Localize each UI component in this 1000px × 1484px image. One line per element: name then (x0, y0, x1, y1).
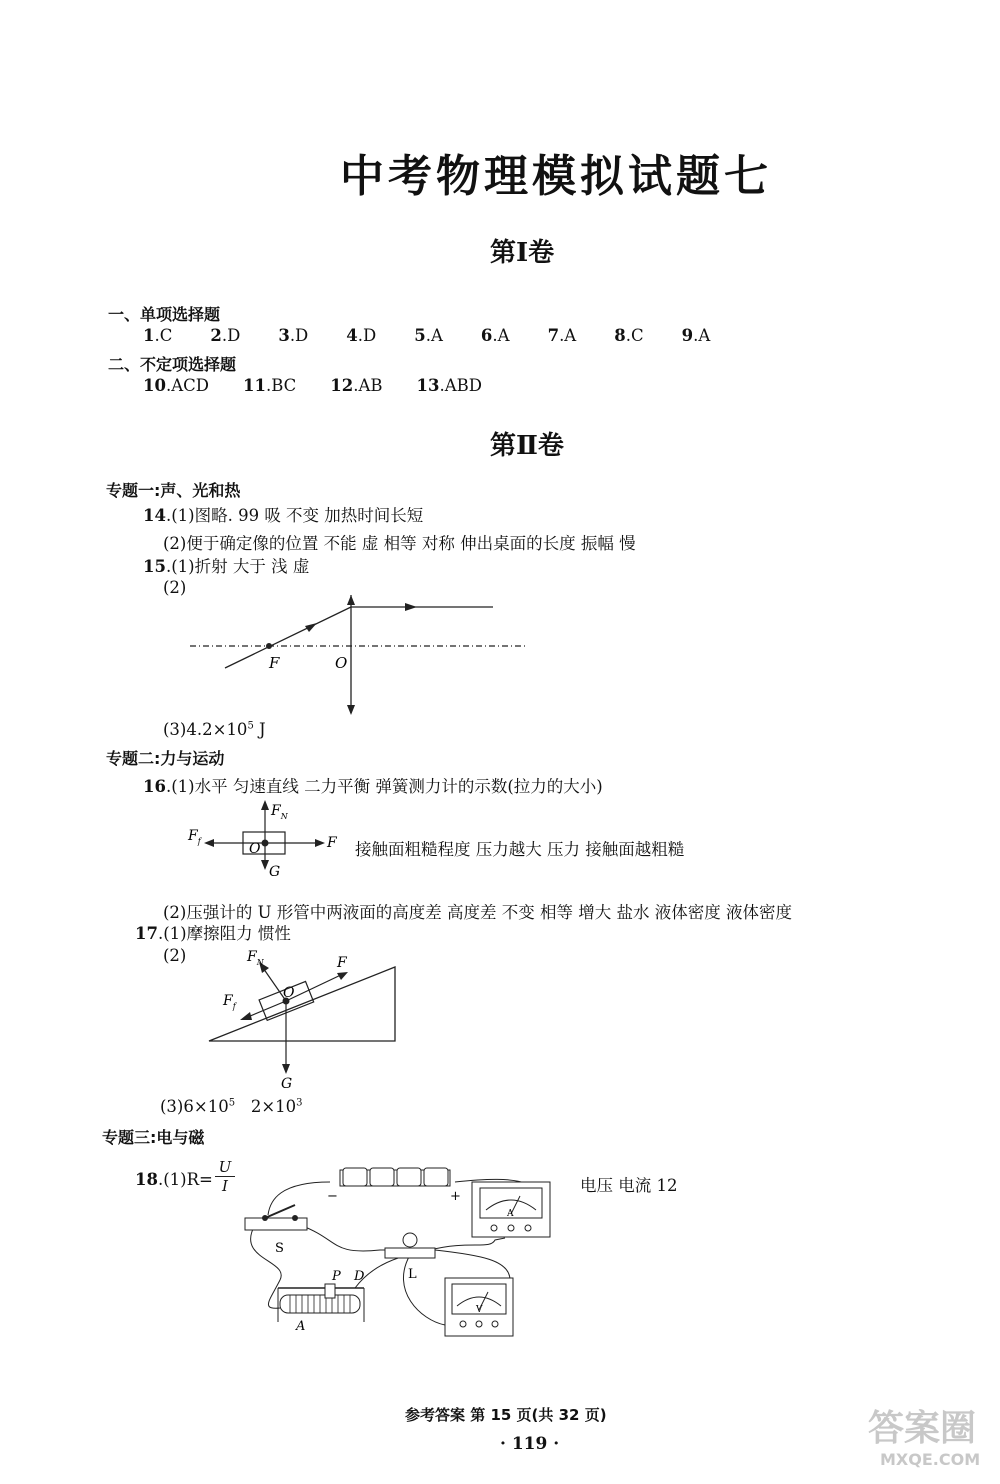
q17-part3b-exponent: 3 (296, 1097, 303, 1109)
switch-contact (292, 1215, 298, 1221)
page-number: · 119 · (500, 1434, 560, 1454)
answer-choice: .A (425, 326, 443, 345)
switch-label: S (275, 1241, 284, 1256)
answer-number: 5 (414, 326, 426, 345)
voltmeter-symbol: V (476, 1305, 483, 1315)
answer-choice: .C (154, 326, 173, 345)
switch-pivot (262, 1215, 268, 1221)
battery-cell-3 (397, 1168, 421, 1186)
answer-item (414, 326, 443, 345)
q17-part3b: 2×10 (250, 1097, 297, 1116)
battery-cell-1 (343, 1168, 367, 1186)
refracted-ray-arrow (405, 603, 417, 611)
incline-force-diagram (205, 945, 405, 1093)
answer-choice: .A (492, 326, 510, 345)
fraction-denominator: I (215, 1176, 235, 1195)
rheostat-d-label: D (354, 1269, 365, 1284)
q15-part3-exponent: 5 (247, 720, 254, 732)
answer-number: 4 (346, 326, 358, 345)
incline-o-label: O (283, 985, 295, 1001)
q14-part1 (143, 502, 423, 526)
answer-number: 8 (614, 326, 626, 345)
q14-part2: (2)便于确定像的位置 不能 虚 相等 对称 伸出桌面的长度 振幅 慢 (163, 534, 636, 553)
q14-number: 14 (143, 506, 166, 525)
answer-choice: .AB (353, 376, 383, 395)
incline-friction-arrow (240, 1012, 252, 1020)
answer-number: 3 (278, 326, 290, 345)
q15-part3-unit: J (253, 720, 266, 739)
answer-item (330, 376, 382, 395)
q15-part1-text: .(1)折射 大于 浅 虚 (165, 557, 310, 576)
q17-part2-label: (2) (163, 946, 187, 965)
answer-item (614, 326, 643, 345)
page-title: 中考物理模拟试题七 (340, 151, 772, 202)
incline-gravity-arrow (282, 1064, 290, 1074)
incline (209, 967, 395, 1041)
incline-ff-label: $F_f$ (223, 993, 236, 1011)
incident-ray-arrow (305, 623, 317, 632)
q18-formula-lhs: .(1)R= (157, 1170, 213, 1189)
multi-choice-answers (143, 376, 516, 395)
fraction-numerator: U (218, 1158, 232, 1176)
q16-figure-answers: 接触面粗糙程度 压力越大 压力 接触面越粗糙 (355, 840, 685, 859)
lamp-label: L (408, 1267, 417, 1282)
o-label: O (249, 841, 261, 857)
center-point (262, 840, 269, 847)
answer-number: 1 (143, 326, 155, 345)
answer-item (243, 376, 296, 395)
answer-number: 2 (210, 326, 222, 345)
incline-g-label: G (281, 1076, 293, 1092)
ammeter-terminal-1 (491, 1225, 497, 1231)
q15-part3-text: (3)4.2×10 (163, 720, 248, 739)
answer-choice: .C (625, 326, 644, 345)
battery-plus-label: + (450, 1189, 461, 1204)
answer-number: 12 (330, 376, 354, 395)
q15-part2-label: (2) (163, 578, 187, 597)
volume-2-heading: 第Ⅱ卷 (490, 431, 564, 461)
g-label: G (269, 864, 281, 880)
q16-part1-text: .(1)水平 匀速直线 二力平衡 弹簧测力计的示数(拉力的大小) (165, 777, 603, 796)
answer-item (346, 326, 376, 345)
q15-part3 (163, 720, 266, 739)
rheostat-slider (325, 1284, 335, 1298)
f-label: F (327, 835, 337, 851)
q17-part3a: (3)6×10 (160, 1097, 229, 1116)
footer-answer-page: 参考答案 第 15 页(共 32 页) (405, 1406, 607, 1424)
ammeter-terminal-2 (508, 1225, 514, 1231)
q18-right-answers: 电压 电流 12 (580, 1176, 678, 1195)
q17-part1-text: .(1)摩擦阻力 惯性 (157, 924, 291, 943)
watermark-logo: 答案圈 (868, 1408, 977, 1449)
q16-part1 (143, 773, 603, 797)
wire-switch-rheostat (251, 1225, 282, 1308)
normal-force-arrow (261, 800, 269, 810)
answer-item (548, 326, 577, 345)
q18-number: 18 (135, 1170, 158, 1189)
focus-point (266, 643, 272, 649)
answer-choice: .D (221, 326, 241, 345)
answer-item (417, 376, 482, 395)
optical-center-label: O (335, 654, 348, 672)
q17-part3 (160, 1097, 303, 1116)
answer-choice: .D (357, 326, 377, 345)
answer-item (481, 326, 510, 345)
incline-fn-label: $F_N$ (247, 949, 264, 967)
circuit-diagram (240, 1160, 570, 1340)
lens-top-arrow (347, 595, 355, 605)
answer-item (210, 326, 240, 345)
wire-lamp-voltmeter (403, 1255, 445, 1325)
voltmeter-terminal-1 (460, 1321, 466, 1327)
q17-part1 (135, 920, 291, 944)
topic-3-heading: 专题三:电与磁 (102, 1128, 205, 1147)
answer-number: 9 (681, 326, 694, 345)
incline-f-label: F (337, 955, 347, 971)
q15-number: 15 (143, 557, 166, 576)
q15-part1 (143, 553, 309, 577)
fn-label: $F_N$ (271, 803, 288, 821)
switch-base (245, 1218, 307, 1230)
lamp-bulb (403, 1233, 417, 1247)
battery-cell-4 (424, 1168, 448, 1186)
answer-choice: .A (693, 326, 711, 345)
answer-item (143, 376, 209, 395)
lamp-base (385, 1248, 435, 1258)
lens-bottom-arrow (347, 705, 355, 715)
answer-item (682, 326, 711, 345)
wire-battery-switch (268, 1182, 330, 1215)
focus-label: F (269, 654, 280, 672)
single-choice-heading: 一、单项选择题 (108, 305, 221, 324)
q16-part2: (2)压强计的 U 形管中两液面的高度差 高度差 不变 相等 增大 盐水 液体密度 液体密度 (163, 903, 792, 922)
answer-item (143, 326, 172, 345)
answer-number: 7 (547, 326, 560, 345)
q18-fraction (215, 1158, 235, 1195)
topic-2-heading: 专题二:力与运动 (106, 749, 225, 768)
answer-choice: .D (289, 326, 309, 345)
incident-ray (225, 607, 351, 668)
ammeter-symbol: A (507, 1209, 514, 1219)
q17-number: 17 (135, 924, 158, 943)
multi-choice-heading: 二、不定项选择题 (108, 355, 237, 374)
wire-lamp-ammeter (430, 1238, 505, 1250)
answer-number: 6 (480, 326, 493, 345)
answer-item (278, 326, 308, 345)
answer-choice: .ABD (439, 376, 483, 395)
topic-1-heading: 专题一:声、光和热 (106, 481, 241, 500)
voltmeter-terminal-3 (492, 1321, 498, 1327)
gravity-arrow (261, 860, 269, 870)
voltmeter-terminal-2 (476, 1321, 482, 1327)
battery-minus-label: − (327, 1189, 338, 1204)
q18-part1 (135, 1170, 213, 1189)
force-diagram-block (185, 800, 350, 882)
answer-number: 11 (242, 376, 266, 395)
ammeter-terminal-3 (525, 1225, 531, 1231)
friction-force-arrow (204, 839, 214, 847)
answer-choice: .BC (265, 376, 297, 395)
q14-part1-text: .(1)图略. 99 吸 不变 加热时间长短 (165, 506, 424, 525)
single-choice-answers (143, 326, 748, 345)
battery-cell-2 (370, 1168, 394, 1186)
watermark-url: MXQE.COM (880, 1450, 981, 1469)
answer-number: 10 (143, 376, 166, 395)
volume-1-heading: 第Ⅰ卷 (490, 238, 555, 268)
answer-number: 13 (416, 376, 440, 395)
answer-choice: .A (559, 326, 577, 345)
q17-part3a-exponent: 5 (228, 1097, 236, 1109)
incline-pull-line (286, 973, 345, 1001)
rheostat-a-label: A (296, 1319, 306, 1334)
rheostat-p-label: P (332, 1269, 341, 1284)
q16-number: 16 (143, 777, 166, 796)
lens-ray-diagram (185, 595, 530, 720)
wire-switch-lamp (300, 1225, 400, 1251)
pull-force-arrow (315, 839, 325, 847)
answer-choice: .ACD (165, 376, 209, 395)
ff-label: $F_f$ (188, 828, 201, 846)
